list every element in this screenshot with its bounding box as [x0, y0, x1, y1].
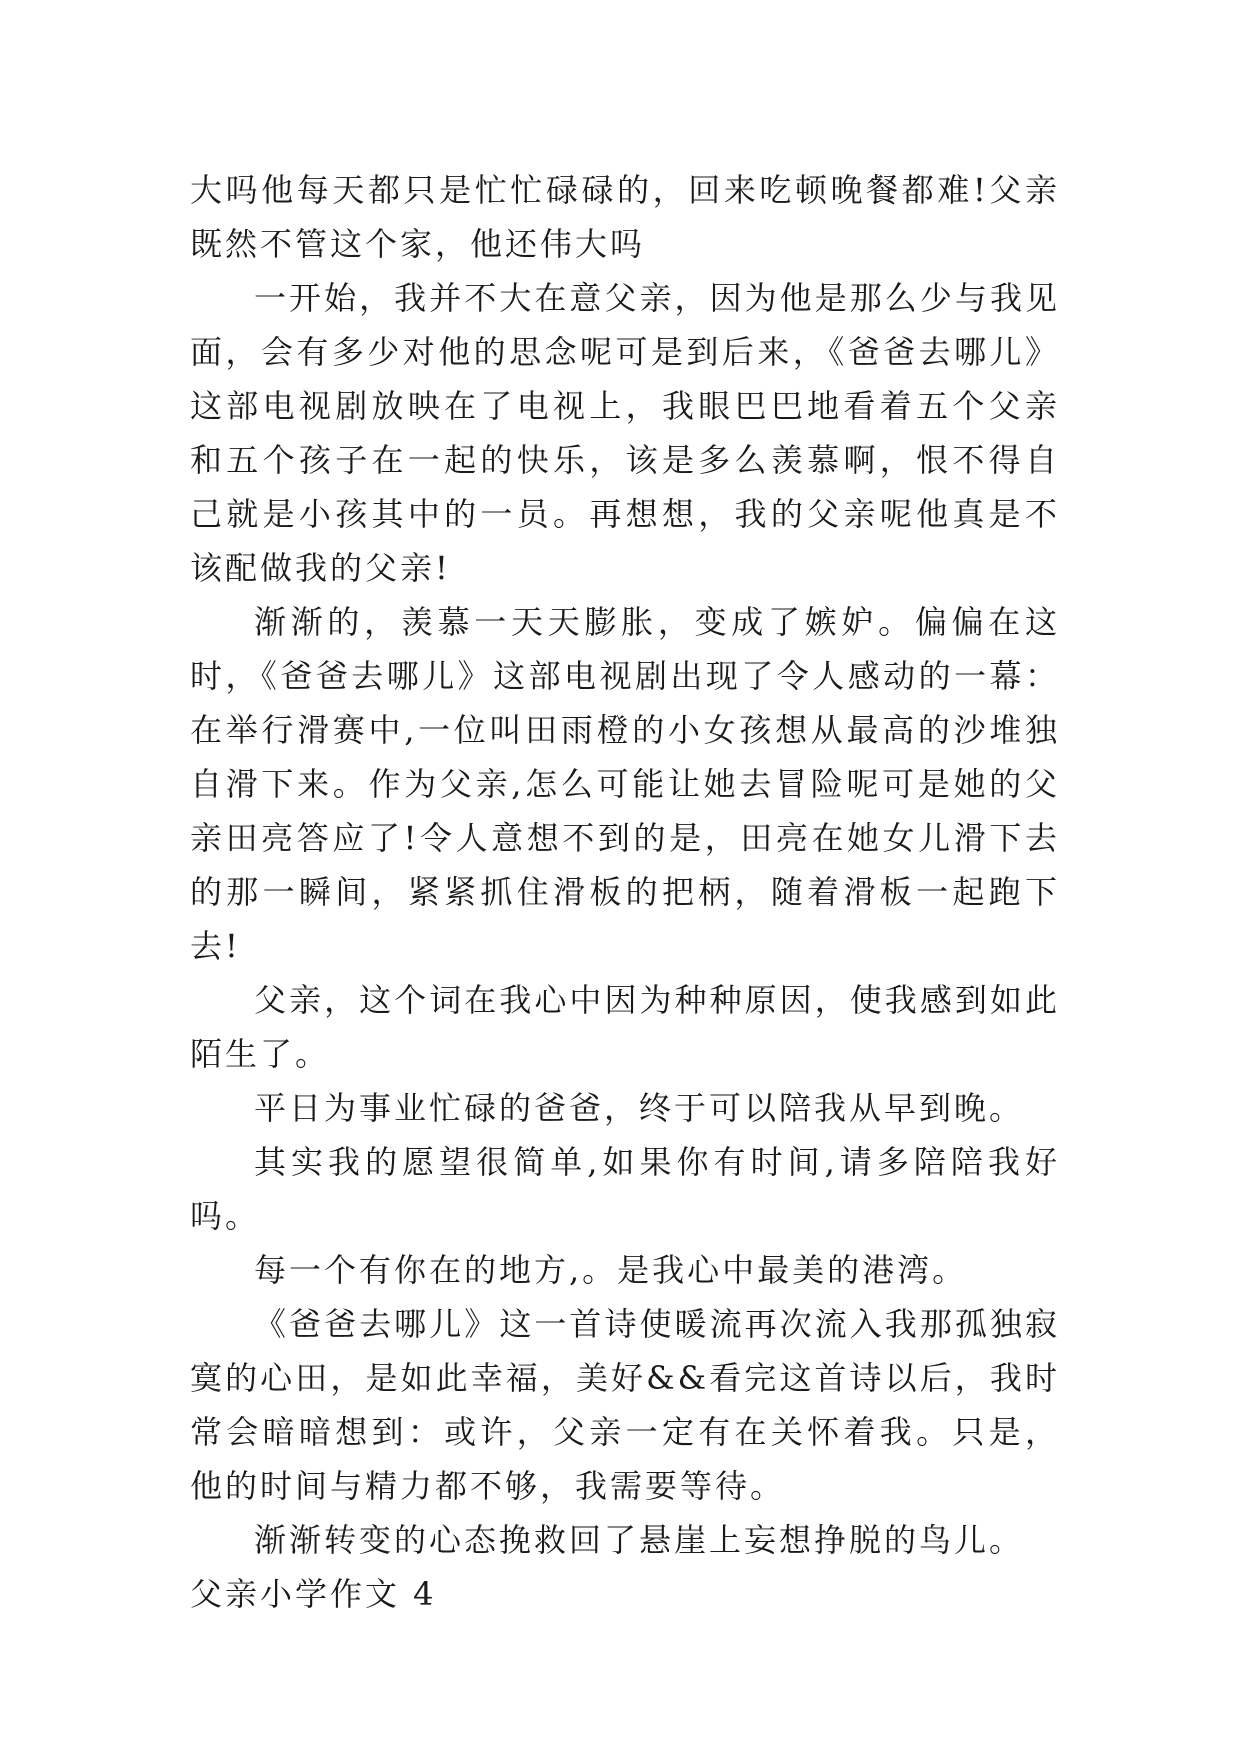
paragraph-7: 每一个有你在的地方,。是我心中最美的港湾。 — [254, 1251, 968, 1289]
paragraph-9: 渐渐转变的心态挽救回了悬崖上妄想挣脱的鸟儿。 — [254, 1521, 1025, 1559]
paragraph-6: 其实我的愿望很简单,如果你有时间,请多陪陪我好吗。 — [190, 1143, 1060, 1235]
section-heading: 父亲小学作文 4 — [190, 1575, 437, 1613]
paragraph-2: 一开始，我并不大在意父亲，因为他是那么少与我见面，会有多少对他的思念呢可是到后来，《爸爸去哪儿》这部电视剧放映在了电视上，我眼巴巴地看着五个父亲和五个孩子在一起的快乐，该是多么羡慕啊，恨不得自己就是小孩其中的一员。再想想，我的父亲呢他真是不该配做我的父亲! — [190, 279, 1060, 587]
paragraph-4: 父亲，这个词在我心中因为种种原因，使我感到如此陌生了。 — [190, 981, 1060, 1073]
paragraph-3: 渐渐的，羡慕一天天膨胀，变成了嫉妒。偏偏在这时，《爸爸去哪儿》这部电视剧出现了令人感动的一幕：在举行滑赛中,一位叫田雨橙的小女孩想从最高的沙堆独自滑下来。作为父亲,怎么可能让她去冒险呢可是她的父亲田亮答应了!令人意想不到的是，田亮在她女儿滑下去的那一瞬间，紧紧抓住滑板的把柄，随着滑板一起跑下去! — [190, 603, 1060, 965]
paragraph-8: 《爸爸去哪儿》这一首诗使暖流再次流入我那孤独寂寞的心田，是如此幸福，美好&&看完这首诗以后，我时常会暗暗想到：或许，父亲一定有在关怀着我。只是，他的时间与精力都不够，我需要等待。 — [190, 1305, 1060, 1505]
document-body — [190, 163, 1060, 1621]
paragraph-1: 大吗他每天都只是忙忙碌碌的，回来吃顿晚餐都难!父亲既然不管这个家，他还伟大吗 — [190, 171, 1060, 263]
paragraph-5: 平日为事业忙碌的爸爸，终于可以陪我从早到晚。 — [254, 1089, 1025, 1127]
